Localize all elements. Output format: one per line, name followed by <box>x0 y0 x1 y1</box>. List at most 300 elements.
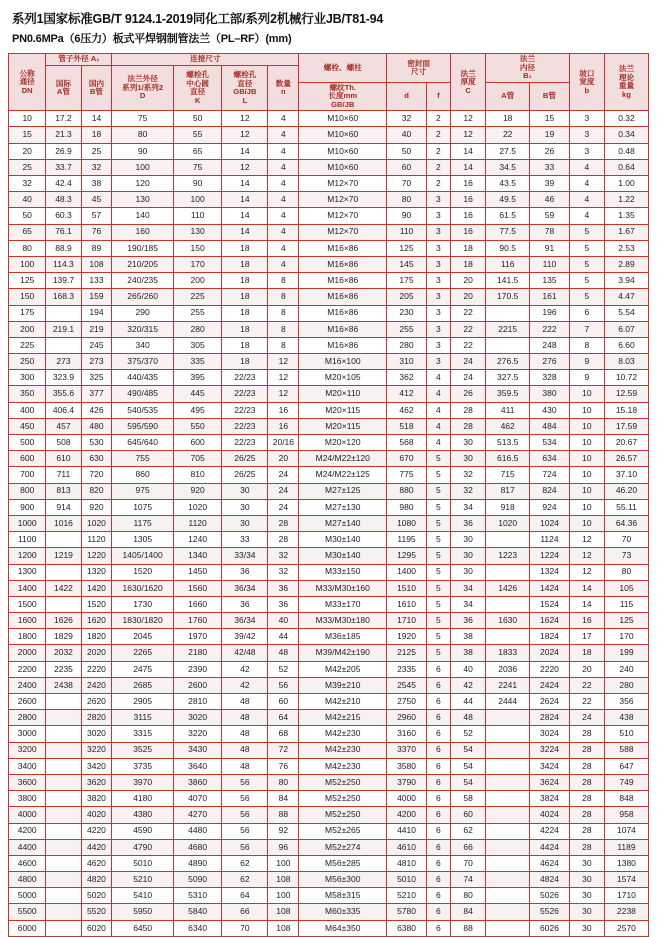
cell-inner-a <box>486 337 530 353</box>
cell-seal-d: 4410 <box>387 823 427 839</box>
cell-seal-f: 3 <box>426 289 450 305</box>
cell-dn: 1600 <box>9 613 46 629</box>
table-row <box>9 208 649 224</box>
cell-seal-d: 5210 <box>387 888 427 904</box>
cell-pipe-od-gb: 273 <box>46 354 81 370</box>
cell-bolt-hole: 18 <box>222 256 268 272</box>
cell-bolt-count: 40 <box>268 613 299 629</box>
cell-thickness: 30 <box>451 564 486 580</box>
th-stud-l3: GB/JB <box>331 99 355 109</box>
cell-stud: M12×70 <box>299 208 387 224</box>
cell-pipe-od-gb: 60.3 <box>46 208 81 224</box>
cell-inner-a <box>486 564 530 580</box>
cell-inner-a: 2444 <box>486 694 530 710</box>
cell-pipe-od-cn: 3420 <box>81 758 112 774</box>
cell-thickness: 42 <box>451 677 486 693</box>
cell-pipe-od-cn: 3020 <box>81 726 112 742</box>
cell-pipe-od-cn: 480 <box>81 418 112 434</box>
cell-flange-od: 1630/1620 <box>112 580 174 596</box>
cell-thickness: 14 <box>451 159 486 175</box>
th-weight-l4: kg <box>622 89 631 99</box>
table-row <box>9 435 649 451</box>
table-row <box>9 224 649 240</box>
cell-bevel: 9 <box>569 354 604 370</box>
cell-stud: M27±125 <box>299 483 387 499</box>
cell-dn: 400 <box>9 402 46 418</box>
cell-flange-od: 140 <box>112 208 174 224</box>
cell-dn: 6000 <box>9 920 46 936</box>
cell-pipe-od-cn: 325 <box>81 370 112 386</box>
cell-bevel: 5 <box>569 273 604 289</box>
th-dn <box>9 54 46 111</box>
cell-seal-d: 70 <box>387 176 427 192</box>
cell-bolt-circle: 5310 <box>173 888 221 904</box>
cell-dn: 5500 <box>9 904 46 920</box>
cell-seal-f: 6 <box>426 758 450 774</box>
cell-dn: 5000 <box>9 888 46 904</box>
cell-bolt-count: 4 <box>268 143 299 159</box>
cell-stud: M42±230 <box>299 758 387 774</box>
cell-weight: 115 <box>604 596 648 612</box>
cell-inner-b: 222 <box>530 321 570 337</box>
cell-inner-a: 22 <box>486 127 530 143</box>
cell-stud: M58±315 <box>299 888 387 904</box>
cell-pipe-od-gb: 1219 <box>46 548 81 564</box>
th-weight-l3: 重量 <box>618 81 635 91</box>
cell-dn: 350 <box>9 386 46 402</box>
cell-bevel: 10 <box>569 483 604 499</box>
cell-inner-a: 817 <box>486 483 530 499</box>
cell-bolt-circle: 2390 <box>173 661 221 677</box>
cell-bolt-hole: 36/34 <box>222 580 268 596</box>
cell-flange-od: 3735 <box>112 758 174 774</box>
cell-thickness: 34 <box>451 580 486 596</box>
cell-seal-f: 6 <box>426 807 450 823</box>
cell-bolt-circle: 4890 <box>173 855 221 871</box>
cell-weight: 0.48 <box>604 143 648 159</box>
cell-seal-d: 230 <box>387 305 427 321</box>
cell-inner-b: 110 <box>530 256 570 272</box>
cell-seal-f: 2 <box>426 111 450 127</box>
cell-bolt-circle: 810 <box>173 467 221 483</box>
cell-inner-a <box>486 532 530 548</box>
cell-inner-a: 1020 <box>486 515 530 531</box>
cell-pipe-od-cn: 2220 <box>81 661 112 677</box>
cell-flange-od: 4180 <box>112 791 174 807</box>
cell-inner-a: 462 <box>486 418 530 434</box>
th-pipe-gb-l1: 国际 <box>55 78 72 88</box>
cell-inner-a <box>486 791 530 807</box>
th-pipe-cn-l1: 国内 <box>88 78 105 88</box>
table-row <box>9 677 649 693</box>
cell-bolt-hole: 26/25 <box>222 467 268 483</box>
table-row <box>9 111 649 127</box>
cell-pipe-od-cn: 920 <box>81 499 112 515</box>
th-bc-l3: 直径 <box>190 87 206 96</box>
cell-inner-a <box>486 823 530 839</box>
cell-seal-d: 40 <box>387 127 427 143</box>
cell-dn: 80 <box>9 240 46 256</box>
cell-stud: M16×86 <box>299 273 387 289</box>
table-row <box>9 127 649 143</box>
cell-pipe-od-gb <box>46 807 81 823</box>
cell-seal-d: 4200 <box>387 807 427 823</box>
cell-flange-od: 100 <box>112 159 174 175</box>
cell-pipe-od-cn: 14 <box>81 111 112 127</box>
cell-bolt-hole: 18 <box>222 273 268 289</box>
cell-seal-d: 255 <box>387 321 427 337</box>
th-pipe-cn-l2: B管 <box>89 87 103 96</box>
cell-stud: M52±250 <box>299 791 387 807</box>
cell-flange-od: 645/640 <box>112 435 174 451</box>
cell-flange-od: 3115 <box>112 710 174 726</box>
table-row <box>9 774 649 790</box>
cell-pipe-od-gb <box>46 774 81 790</box>
cell-inner-a <box>486 305 530 321</box>
cell-thickness: 24 <box>451 354 486 370</box>
cell-dn: 900 <box>9 499 46 515</box>
cell-weight: 170 <box>604 629 648 645</box>
th-connection-group <box>112 54 299 66</box>
cell-seal-f: 6 <box>426 677 450 693</box>
cell-bevel: 28 <box>569 807 604 823</box>
cell-pipe-od-gb <box>46 564 81 580</box>
cell-inner-b: 1224 <box>530 548 570 564</box>
cell-seal-d: 80 <box>387 192 427 208</box>
cell-inner-a: 327.5 <box>486 370 530 386</box>
cell-inner-a: 43.5 <box>486 176 530 192</box>
cell-flange-od: 6450 <box>112 920 174 936</box>
cell-bolt-circle: 3430 <box>173 742 221 758</box>
cell-bolt-circle: 1020 <box>173 499 221 515</box>
cell-dn: 32 <box>9 176 46 192</box>
th-seal-d-label: d <box>404 91 409 101</box>
cell-bolt-hole: 56 <box>222 791 268 807</box>
th-bevel <box>569 54 604 111</box>
cell-bolt-hole: 48 <box>222 742 268 758</box>
cell-weight: 2238 <box>604 904 648 920</box>
cell-stud: M27±130 <box>299 499 387 515</box>
cell-thickness: 40 <box>451 661 486 677</box>
cell-stud: M24/M22±125 <box>299 467 387 483</box>
cell-bolt-hole: 70 <box>222 920 268 936</box>
cell-bolt-circle: 3220 <box>173 726 221 742</box>
cell-weight: 1710 <box>604 888 648 904</box>
cell-stud: M42±230 <box>299 726 387 742</box>
cell-stud: M20×115 <box>299 402 387 418</box>
cell-inner-a <box>486 920 530 936</box>
th-bolt-circle <box>173 65 221 111</box>
cell-seal-f: 4 <box>426 386 450 402</box>
cell-seal-d: 145 <box>387 256 427 272</box>
cell-stud: M56±285 <box>299 855 387 871</box>
th-inner-l1: 法兰 <box>519 54 536 64</box>
cell-seal-f: 3 <box>426 240 450 256</box>
cell-stud: M52±250 <box>299 807 387 823</box>
table-row <box>9 823 649 839</box>
cell-seal-d: 462 <box>387 402 427 418</box>
table-body <box>9 111 649 937</box>
cell-seal-d: 1400 <box>387 564 427 580</box>
cell-pipe-od-cn: 219 <box>81 321 112 337</box>
cell-bolt-count: 4 <box>268 127 299 143</box>
cell-bolt-count: 24 <box>268 467 299 483</box>
cell-inner-b: 91 <box>530 240 570 256</box>
th-flange-od-l1: 法兰外径 <box>127 74 158 84</box>
cell-dn: 20 <box>9 143 46 159</box>
cell-flange-od: 1830/1820 <box>112 613 174 629</box>
cell-stud: M64±350 <box>299 920 387 936</box>
cell-seal-f: 5 <box>426 532 450 548</box>
th-stud-group <box>299 54 387 83</box>
table-row <box>9 192 649 208</box>
cell-weight: 105 <box>604 580 648 596</box>
cell-thickness: 26 <box>451 386 486 402</box>
cell-thickness: 28 <box>451 402 486 418</box>
cell-dn: 40 <box>9 192 46 208</box>
cell-flange-od: 5210 <box>112 872 174 888</box>
cell-bolt-circle: 200 <box>173 273 221 289</box>
cell-flange-od: 210/205 <box>112 256 174 272</box>
cell-seal-f: 3 <box>426 337 450 353</box>
cell-bolt-count: 12 <box>268 386 299 402</box>
cell-inner-b: 46 <box>530 192 570 208</box>
cell-thickness: 58 <box>451 791 486 807</box>
cell-pipe-od-gb: 1422 <box>46 580 81 596</box>
cell-seal-d: 125 <box>387 240 427 256</box>
cell-seal-f: 5 <box>426 580 450 596</box>
cell-bolt-count: 76 <box>268 758 299 774</box>
cell-bolt-circle: 1120 <box>173 515 221 531</box>
cell-bolt-circle: 550 <box>173 418 221 434</box>
cell-inner-b: 4624 <box>530 855 570 871</box>
cell-weight: 70 <box>604 532 648 548</box>
table-row <box>9 418 649 434</box>
cell-bolt-hole: 14 <box>222 192 268 208</box>
cell-inner-a: 2215 <box>486 321 530 337</box>
cell-pipe-od-cn: 1320 <box>81 564 112 580</box>
cell-seal-d: 1295 <box>387 548 427 564</box>
th-weight-l2: 理论 <box>618 72 635 82</box>
cell-weight: 1.67 <box>604 224 648 240</box>
cell-pipe-od-cn: 4220 <box>81 823 112 839</box>
cell-bevel: 28 <box>569 823 604 839</box>
cell-flange-od: 5010 <box>112 855 174 871</box>
th-seal-l2: 尺寸 <box>411 67 427 76</box>
cell-bolt-circle: 1760 <box>173 613 221 629</box>
cell-seal-f: 5 <box>426 467 450 483</box>
cell-bolt-count: 16 <box>268 418 299 434</box>
cell-thickness: 38 <box>451 645 486 661</box>
cell-bolt-hole: 56 <box>222 823 268 839</box>
cell-bolt-circle: 255 <box>173 305 221 321</box>
cell-bolt-hole: 42/48 <box>222 645 268 661</box>
th-dn-l2: 通径 <box>19 77 35 86</box>
cell-dn: 3800 <box>9 791 46 807</box>
cell-dn: 2400 <box>9 677 46 693</box>
cell-weight: 1.22 <box>604 192 648 208</box>
cell-bolt-count: 4 <box>268 192 299 208</box>
th-pipe-od-label: 管子外径 A₁ <box>58 54 100 64</box>
cell-bolt-count: 12 <box>268 370 299 386</box>
cell-thickness: 84 <box>451 904 486 920</box>
cell-bevel: 18 <box>569 645 604 661</box>
cell-pipe-od-cn: 377 <box>81 386 112 402</box>
cell-thickness: 66 <box>451 839 486 855</box>
th-inner-b <box>530 82 570 111</box>
cell-bolt-count: 36 <box>268 596 299 612</box>
cell-seal-d: 280 <box>387 337 427 353</box>
cell-weight: 240 <box>604 661 648 677</box>
cell-weight: 0.32 <box>604 111 648 127</box>
cell-weight: 6.60 <box>604 337 648 353</box>
table-row <box>9 370 649 386</box>
th-seal-f-label: f <box>437 91 440 101</box>
cell-bevel: 4 <box>569 208 604 224</box>
cell-seal-f: 5 <box>426 483 450 499</box>
cell-seal-d: 205 <box>387 289 427 305</box>
cell-bolt-count: 24 <box>268 499 299 515</box>
table-row <box>9 580 649 596</box>
cell-bolt-hole: 33 <box>222 532 268 548</box>
cell-inner-b: 5526 <box>530 904 570 920</box>
cell-seal-f: 5 <box>426 515 450 531</box>
cell-thickness: 16 <box>451 192 486 208</box>
cell-thickness: 22 <box>451 321 486 337</box>
th-connection-label: 连接尺寸 <box>190 54 221 64</box>
cell-bevel: 5 <box>569 224 604 240</box>
cell-pipe-od-cn: 18 <box>81 127 112 143</box>
cell-flange-od: 2045 <box>112 629 174 645</box>
th-pipe-od-group <box>46 54 112 66</box>
cell-weight: 199 <box>604 645 648 661</box>
cell-seal-f: 6 <box>426 774 450 790</box>
th-dn-l3: DN <box>21 85 33 95</box>
cell-seal-f: 6 <box>426 872 450 888</box>
cell-stud: M39/M42±190 <box>299 645 387 661</box>
cell-stud: M36±185 <box>299 629 387 645</box>
cell-weight: 510 <box>604 726 648 742</box>
cell-seal-d: 980 <box>387 499 427 515</box>
cell-pipe-od-gb <box>46 904 81 920</box>
table-row <box>9 855 649 871</box>
cell-bolt-hole: 36/34 <box>222 613 268 629</box>
cell-pipe-od-cn: 1020 <box>81 515 112 531</box>
cell-bolt-circle: 6340 <box>173 920 221 936</box>
cell-dn: 300 <box>9 370 46 386</box>
th-dn-l1: 公称 <box>19 68 35 78</box>
table-row <box>9 839 649 855</box>
cell-pipe-od-cn: 32 <box>81 159 112 175</box>
cell-bolt-circle: 5090 <box>173 872 221 888</box>
cell-bolt-circle: 110 <box>173 208 221 224</box>
cell-pipe-od-cn: 194 <box>81 305 112 321</box>
cell-stud: M16×86 <box>299 256 387 272</box>
cell-bevel: 10 <box>569 402 604 418</box>
cell-bolt-hole: 18 <box>222 305 268 321</box>
cell-pipe-od-gb: 76.1 <box>46 224 81 240</box>
cell-bolt-count: 92 <box>268 823 299 839</box>
cell-inner-a: 27.5 <box>486 143 530 159</box>
cell-inner-b: 380 <box>530 386 570 402</box>
cell-thickness: 22 <box>451 337 486 353</box>
cell-weight: 2570 <box>604 920 648 936</box>
cell-bevel: 3 <box>569 143 604 159</box>
cell-bolt-circle: 2810 <box>173 694 221 710</box>
cell-seal-d: 6380 <box>387 920 427 936</box>
cell-pipe-od-cn: 2020 <box>81 645 112 661</box>
cell-bolt-hole: 18 <box>222 337 268 353</box>
th-bh-l2: 直径 <box>237 78 253 88</box>
cell-seal-f: 5 <box>426 548 450 564</box>
cell-bolt-circle: 3020 <box>173 710 221 726</box>
cell-dn: 800 <box>9 483 46 499</box>
cell-seal-d: 412 <box>387 386 427 402</box>
cell-inner-a: 918 <box>486 499 530 515</box>
th-flange-od <box>112 65 174 111</box>
th-inner-b-label: B管 <box>542 91 556 101</box>
cell-bolt-circle: 55 <box>173 127 221 143</box>
cell-dn: 1000 <box>9 515 46 531</box>
cell-seal-d: 670 <box>387 451 427 467</box>
th-count-l2: n <box>281 87 286 96</box>
cell-seal-d: 5010 <box>387 872 427 888</box>
cell-inner-b: 4424 <box>530 839 570 855</box>
cell-bolt-circle: 130 <box>173 224 221 240</box>
cell-bolt-hole: 18 <box>222 321 268 337</box>
cell-pipe-od-gb: 48.3 <box>46 192 81 208</box>
cell-bolt-circle: 395 <box>173 370 221 386</box>
table-row <box>9 710 649 726</box>
cell-inner-b: 26 <box>530 143 570 159</box>
cell-seal-d: 1510 <box>387 580 427 596</box>
page-subtitle: PN0.6MPa（6压力）板式平焊钢制管法兰（PL–RF）(mm) <box>12 32 292 45</box>
cell-pipe-od-cn: 1220 <box>81 548 112 564</box>
cell-inner-b: 5026 <box>530 888 570 904</box>
cell-flange-od: 4380 <box>112 807 174 823</box>
cell-seal-f: 6 <box>426 726 450 742</box>
cell-bevel: 4 <box>569 159 604 175</box>
th-count <box>268 65 299 111</box>
cell-stud: M33±150 <box>299 564 387 580</box>
cell-seal-f: 5 <box>426 645 450 661</box>
cell-bolt-hole: 30 <box>222 483 268 499</box>
cell-dn: 250 <box>9 354 46 370</box>
cell-bolt-count: 32 <box>268 548 299 564</box>
cell-inner-b: 1524 <box>530 596 570 612</box>
cell-pipe-od-gb: 21.3 <box>46 127 81 143</box>
cell-weight: 1189 <box>604 839 648 855</box>
cell-weight: 26.57 <box>604 451 648 467</box>
cell-seal-d: 4000 <box>387 791 427 807</box>
cell-stud: M20×115 <box>299 418 387 434</box>
cell-bolt-count: 60 <box>268 694 299 710</box>
cell-inner-b: 1324 <box>530 564 570 580</box>
cell-inner-b: 3424 <box>530 758 570 774</box>
cell-bolt-circle: 280 <box>173 321 221 337</box>
cell-pipe-od-gb <box>46 839 81 855</box>
cell-inner-b: 2624 <box>530 694 570 710</box>
cell-seal-f: 6 <box>426 823 450 839</box>
cell-bolt-count: 16 <box>268 402 299 418</box>
cell-pipe-od-gb: 323.9 <box>46 370 81 386</box>
cell-seal-d: 775 <box>387 467 427 483</box>
cell-stud: M16×86 <box>299 305 387 321</box>
cell-weight: 1074 <box>604 823 648 839</box>
cell-inner-a: 141.5 <box>486 273 530 289</box>
th-inner-l2: 内径 <box>519 62 536 72</box>
cell-bevel: 3 <box>569 127 604 143</box>
